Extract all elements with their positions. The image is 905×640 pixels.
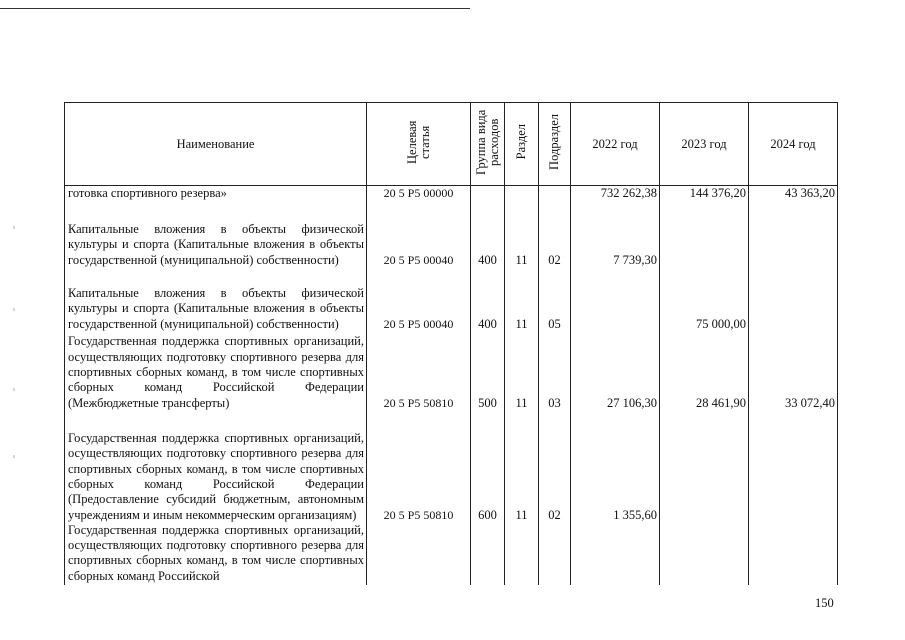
row-2023: 75 000,00 — [660, 268, 749, 332]
row-2022: 1 355,60 — [571, 411, 660, 523]
row-code: 20 5 P5 50810 — [367, 411, 471, 523]
table-row — [65, 268, 838, 332]
row-2023: 28 461,90 — [660, 332, 749, 411]
row-group — [471, 186, 505, 202]
table-row — [65, 186, 838, 202]
row-name: Капитальные вложения в объекты физической культуры и спорта (Капитальные вложения в объекты государственной (муниципальной) собственности) — [65, 268, 367, 332]
row-2022 — [571, 523, 660, 585]
row-subsection — [539, 186, 571, 202]
row-section: 11 — [505, 268, 539, 332]
row-2024 — [749, 202, 838, 268]
row-section — [505, 186, 539, 202]
row-group: 400 — [471, 268, 505, 332]
row-2022: 27 106,30 — [571, 332, 660, 411]
row-2023 — [660, 411, 749, 523]
row-code: 20 5 P5 00040 — [367, 268, 471, 332]
row-name: Капитальные вложения в объекты физической культуры и спорта (Капитальные вложения в объекты государственной (муниципальной) собственности) — [65, 202, 367, 268]
row-subsection: 03 — [539, 332, 571, 411]
row-name: Государственная поддержка спортивных организаций, осуществляющих подготовку спортивного резерва для спортивных сборных команд, в том числе спортивных сборных команд Российской Федерации (Предоставление субсидий бюджетным, автономным учреждениям и иным некоммерческим организациям) — [65, 411, 367, 523]
header-2024: 2024 год — [749, 103, 838, 186]
header-2022: 2022 год — [571, 103, 660, 186]
header-target: Целевая статья — [367, 103, 471, 186]
page-number: 150 — [815, 596, 834, 610]
row-code: 20 5 P5 50810 — [367, 332, 471, 411]
row-2024: 43 363,20 — [749, 186, 838, 202]
row-2024: 33 072,40 — [749, 332, 838, 411]
row-2023 — [660, 523, 749, 585]
row-2022: 732 262,38 — [571, 186, 660, 202]
row-name: Государственная поддержка спортивных организаций, осуществляющих подготовку спортивного резерва для спортивных сборных команд, в том числе спортивных сборных команд Российской Федерации (Межбюджетные трансферты) — [65, 332, 367, 411]
header-group: Группа вида расходов — [471, 103, 505, 186]
row-name: готовка спортивного резерва» — [65, 186, 367, 202]
header-section: Раздел — [505, 103, 539, 186]
row-2024 — [749, 523, 838, 585]
row-subsection: 05 — [539, 268, 571, 332]
row-2022 — [571, 268, 660, 332]
row-2024 — [749, 411, 838, 523]
row-section — [505, 523, 539, 585]
row-subsection — [539, 523, 571, 585]
header-2023: 2023 год — [660, 103, 749, 186]
header-rule — [0, 8, 470, 9]
row-code: 20 5 P5 00040 — [367, 202, 471, 268]
header-subsection: Подраздел — [539, 103, 571, 186]
header-name: Наименование — [65, 103, 367, 186]
row-2022: 7 739,30 — [571, 202, 660, 268]
row-2023: 144 376,20 — [660, 186, 749, 202]
table-row — [65, 332, 838, 411]
row-code: 20 5 P5 00000 — [367, 186, 471, 202]
row-group: 600 — [471, 411, 505, 523]
row-subsection: 02 — [539, 411, 571, 523]
table-row — [65, 411, 838, 523]
row-subsection: 02 — [539, 202, 571, 268]
row-2023 — [660, 202, 749, 268]
budget-table — [64, 102, 838, 585]
row-section: 11 — [505, 411, 539, 523]
header-row — [65, 103, 838, 186]
row-group — [471, 523, 505, 585]
table-row — [65, 202, 838, 268]
row-section: 11 — [505, 202, 539, 268]
row-name: Государственная поддержка спортивных организаций, осуществляющих подготовку спортивного резерва для спортивных сборных команд, в том числе спортивных сборных команд Российской — [65, 523, 367, 585]
row-group: 400 — [471, 202, 505, 268]
row-group: 500 — [471, 332, 505, 411]
row-2024 — [749, 268, 838, 332]
row-code — [367, 523, 471, 585]
row-section: 11 — [505, 332, 539, 411]
table-row — [65, 523, 838, 585]
